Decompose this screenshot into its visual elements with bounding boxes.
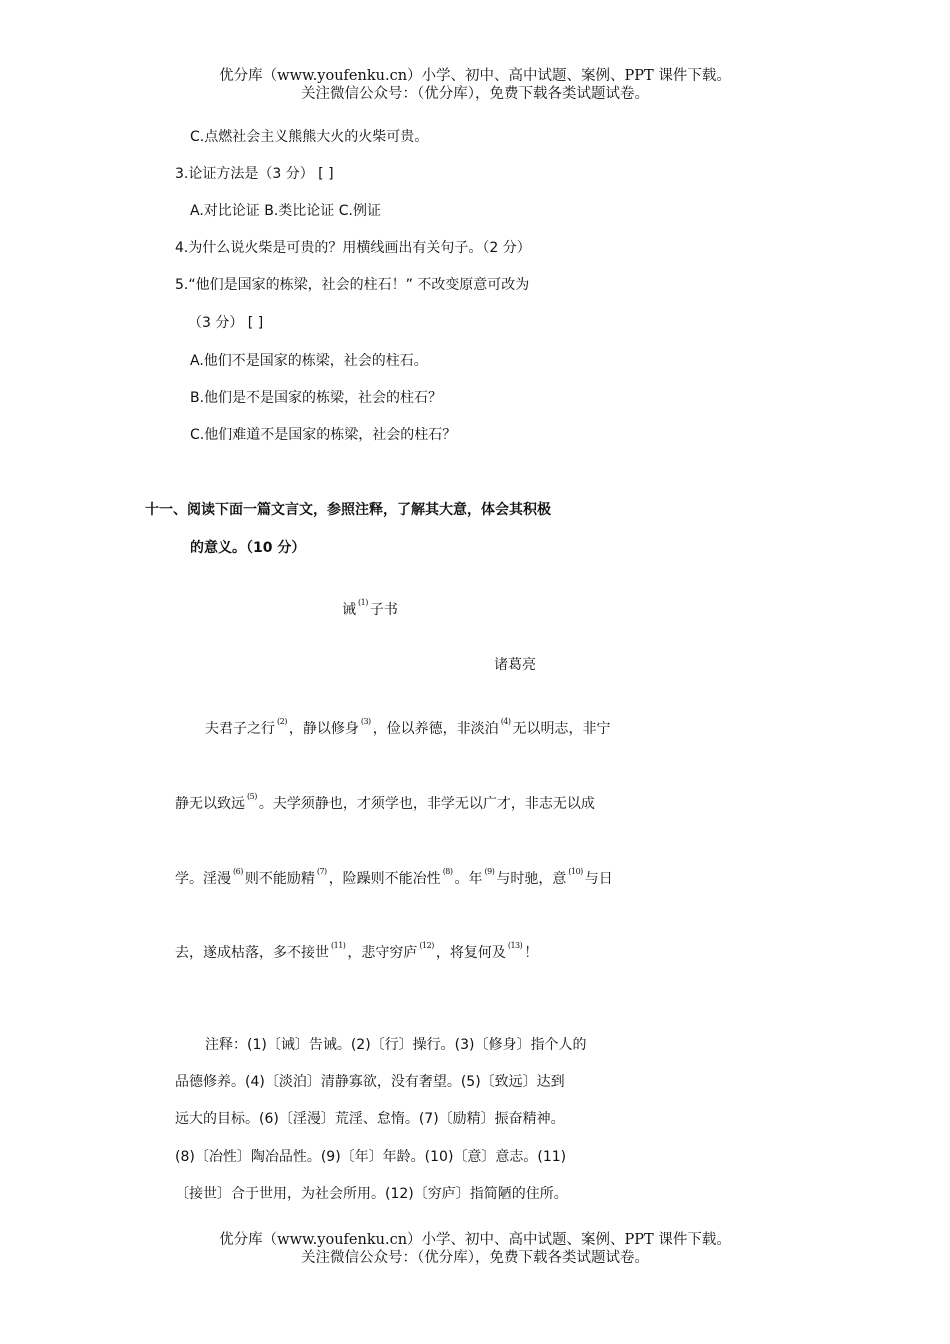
passage-segment: ，悲守穷庐 — [347, 945, 418, 961]
q5-option-b: B.他们是不是国家的栋梁，社会的柱石？ — [190, 390, 443, 406]
title-part-1: 诫 — [342, 602, 356, 618]
notes-line-3: 远大的目标。(6)〔淫漫〕荒淫、怠惰。(7)〔励精〕振奋精神。 — [175, 1111, 565, 1127]
passage-segment: ，险躁则不能冶性 — [328, 871, 441, 887]
passage-segment: 与日 — [584, 871, 613, 887]
header-line-1: 优分库（www.youfenku.cn）小学、初中、高中试题、案例、PPT 课件下载。 — [219, 68, 731, 84]
q5-stem: 5.“他们是国家的栋梁，社会的柱石！” 不改变原意可改为 — [175, 277, 530, 293]
notes-line-2: 品德修养。(4)〔淡泊〕清静寡欲，没有奢望。(5)〔致远〕达到 — [175, 1074, 565, 1090]
q5-option-c: C.他们难道不是国家的栋梁，社会的柱石？ — [190, 427, 457, 443]
passage-segment: 。年 — [454, 871, 483, 887]
note-mark-9: (9) — [484, 867, 495, 876]
passage-segment: 无以明志，非宁 — [512, 721, 611, 737]
note-mark-5: (5) — [247, 792, 257, 801]
passage-segment: ！ — [524, 945, 539, 961]
section-11-heading-line-1: 十一、阅读下面一篇文言文，参照注释，了解其大意，体会其积极 — [145, 502, 551, 518]
passage-line-4 — [175, 941, 539, 962]
note-mark-11: (11) — [331, 941, 346, 950]
note-mark-1: (1) — [358, 598, 368, 607]
passage-segment: 。夫学须静也，才须学也，非学无以广才，非志无以成 — [258, 796, 595, 812]
passage-segment: 夫君子之行 — [205, 721, 275, 737]
passage-title — [342, 598, 398, 619]
note-mark-3: (3) — [360, 717, 371, 726]
passage-segment: 学。淫漫 — [175, 871, 231, 887]
passage-segment: 静无以致远 — [175, 796, 245, 812]
notes-line-1: 注释：(1)〔诫〕告诫。(2)〔行〕操行。(3)〔修身〕指个人的 — [205, 1037, 587, 1053]
notes-line-5: 〔接世〕合于世用，为社会所用。(12)〔穷庐〕指简陋的住所。 — [175, 1186, 568, 1202]
title-part-2: 子书 — [369, 602, 398, 618]
q2-option-c: C.点燃社会主义熊熊大火的火柴可贵。 — [190, 129, 429, 145]
note-mark-8: (8) — [442, 867, 453, 876]
section-11-heading-line-2: 的意义。（10 分） — [190, 540, 306, 556]
q5-score: （3 分） [ ] — [188, 315, 264, 331]
passage-segment: ，俭以养德，非淡泊 — [372, 721, 499, 737]
page-header — [0, 67, 950, 103]
q5-option-a: A.他们不是国家的栋梁，社会的柱石。 — [190, 353, 428, 369]
passage-line-3 — [175, 867, 613, 888]
passage-segment: 去，遂成枯落，多不接世 — [175, 945, 329, 961]
note-mark-4: (4) — [500, 717, 511, 726]
note-mark-10: (10) — [568, 867, 583, 876]
q3-stem: 3.论证方法是（3 分） [ ] — [175, 166, 334, 182]
passage-line-1 — [205, 717, 611, 738]
notes-line-4: (8)〔冶性〕陶冶品性。(9)〔年〕年龄。(10)〔意〕意志。(11) — [175, 1149, 567, 1165]
q4-stem: 4.为什么说火柴是可贵的？用横线画出有关句子。（2 分） — [175, 240, 531, 256]
note-mark-6: (6) — [233, 867, 243, 876]
passage-segment: 则不能励精 — [244, 871, 315, 887]
note-mark-2: (2) — [277, 717, 287, 726]
passage-segment: 与时驰，意 — [496, 871, 567, 887]
note-mark-12: (12) — [419, 941, 434, 950]
passage-segment: ，将复何及 — [435, 945, 506, 961]
footer-line-1: 优分库（www.youfenku.cn）小学、初中、高中试题、案例、PPT 课件下载。 — [219, 1232, 731, 1248]
passage-segment: ，静以修身 — [288, 721, 359, 737]
footer-line-2: 关注微信公众号：（优分库），免费下载各类试题试卷。 — [301, 1250, 649, 1266]
note-mark-7: (7) — [316, 867, 327, 876]
header-line-2: 关注微信公众号：（优分库），免费下载各类试题试卷。 — [301, 86, 649, 102]
page-footer — [0, 1231, 950, 1267]
passage-line-2 — [175, 792, 595, 813]
note-mark-13: (13) — [507, 941, 523, 950]
q3-options: A.对比论证 B.类比论证 C.例证 — [190, 203, 381, 219]
passage-author: 诸葛亮 — [494, 657, 536, 673]
